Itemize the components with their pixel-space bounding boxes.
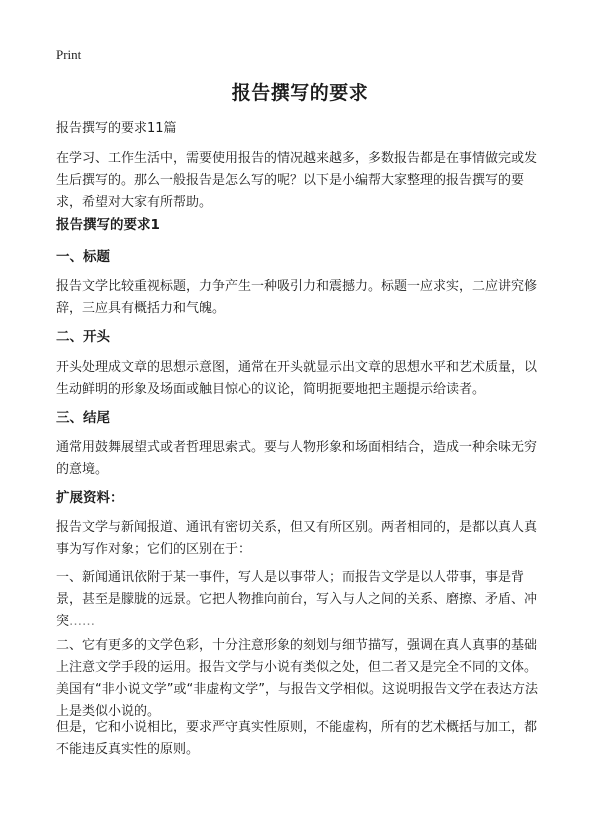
document-subtitle: 报告撰写的要求11篇: [56, 121, 177, 136]
part3-paragraph: 通常用鼓舞展望式或者哲理思索式。要与人物形象和场面相结合，造成一种余味无穷的意境。: [56, 440, 538, 477]
print-link[interactable]: Print: [56, 47, 82, 62]
intro-paragraph: 在学习、工作生活中，需要使用报告的情况越来越多，多数报告都是在事情做完或发生后撰写的。那么一般报告是怎么写的呢？以下是小编帮大家整理的报告撰写的要求，希望对大家有所帮助。: [56, 151, 538, 210]
extended-intro-paragraph: 报告文学与新闻报道、通讯有密切关系，但又有所区别。两者相同的，是都以真人真事为写作对象；它们的区别在于：: [56, 520, 538, 557]
difference-one-ellipsis: ……: [69, 614, 96, 629]
part2-paragraph: 开头处理成文章的思想示意图，通常在开头就显示出文章的思想水平和艺术质量，以生动鲜明的形象及场面或触目惊心的议论，简明扼要地把主题提示给读者。: [56, 360, 538, 397]
part1-heading: 一、标题: [56, 249, 110, 265]
difference-two-paragraph: 二、它有更多的文学色彩，十分注意形象的刻划与细节描写，强调在真人真事的基础上注意文学手段的运用。报告文学与小说有类似之处，但二者又是完全不同的文体。美国有“非小说文学”或“非虚构文学”，与报告文学相似。这说明报告文学在表达方法上是类似小说的。: [56, 638, 538, 719]
closing-paragraph: 但是，它和小说相比，要求严守真实性原则，不能虚构，所有的艺术概括与加工，都不能违反真实性的原则。: [56, 720, 538, 757]
difference-one-paragraph: [56, 567, 548, 633]
difference-one-text: 一、新闻通讯依附于某一事件，写人是以事带人；而报告文学是以人带事，事是背景，甚至是朦胧的远景。它把人物推向前台，写入与人之间的关系、磨擦、矛盾、冲突: [56, 570, 538, 629]
page-title: 报告撰写的要求: [231, 82, 369, 104]
part3-heading: 三、结尾: [56, 410, 110, 426]
part1-paragraph: 报告文学比较重视标题，力争产生一种吸引力和震撼力。标题一应求实，二应讲究修辞，三应具有概括力和气魄。: [56, 279, 538, 316]
section-heading: 报告撰写的要求1: [56, 217, 160, 233]
part2-heading: 二、开头: [56, 329, 110, 345]
extended-heading: 扩展资料：: [56, 490, 124, 506]
